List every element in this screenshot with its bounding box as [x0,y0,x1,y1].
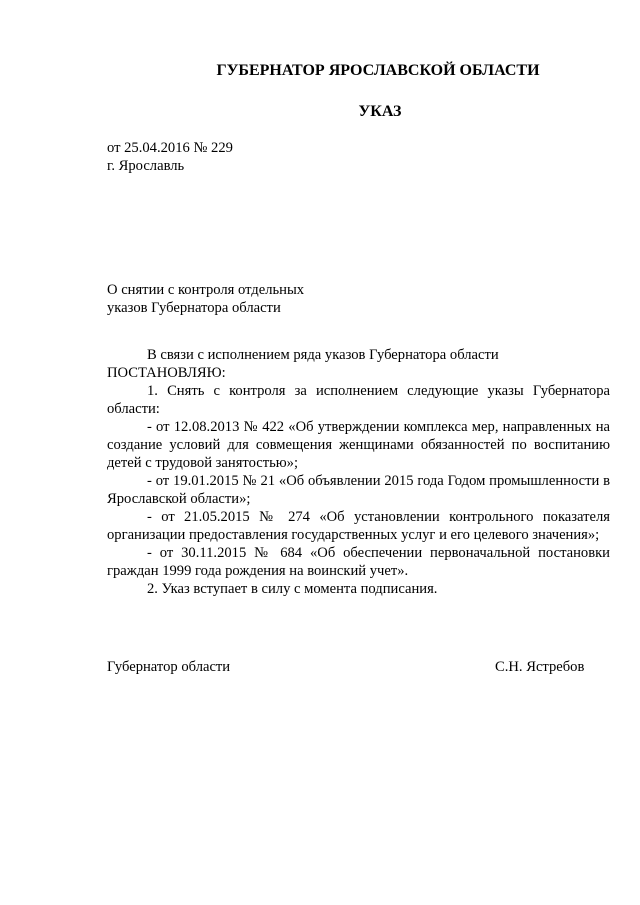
authority-title: ГУБЕРНАТОР ЯРОСЛАВСКОЙ ОБЛАСТИ [216,62,540,79]
item-2: 2. Указ вступает в силу с момента подписания. [147,581,438,597]
document-type-title: УКАЗ [358,103,402,120]
decree-body [107,346,610,598]
sub-item-3: - от 21.05.2015 № 274 «Об установлении контрольного показателя организации предоставления государственных услуг и его целевого значения»; [107,509,610,543]
sub-item-4: - от 30.11.2015 № 684 «Об обеспечении первоначальной постановки граждан 1999 года рождения на воинский учет». [107,545,610,579]
sub-item-1: - от 12.08.2013 № 422 «Об утверждении комплекса мер, направленных на создание условий для совмещения женщинами обязанностей по воспитанию детей с трудовой занятостью»; [107,419,610,471]
preamble: В связи с исполнением ряда указов Губернатора области [147,347,499,363]
sub-item-2: - от 19.01.2015 № 21 «Об объявлении 2015 года Годом промышленности в Ярославской области»; [107,473,610,507]
signature-position: Губернатор области [107,659,231,675]
signature-name: С.Н. Ястребов [495,659,585,675]
date-number: от 25.04.2016 № 229 [107,140,233,156]
subject-line-2: указов Губернатора области [107,300,281,316]
decree-word: ПОСТАНОВЛЯЮ: [107,365,226,381]
place: г. Ярославль [107,158,185,174]
item-1: 1. Снять с контроля за исполнением следующие указы Губернатора области: [107,383,610,417]
subject-line-1: О снятии с контроля отдельных [107,282,305,298]
